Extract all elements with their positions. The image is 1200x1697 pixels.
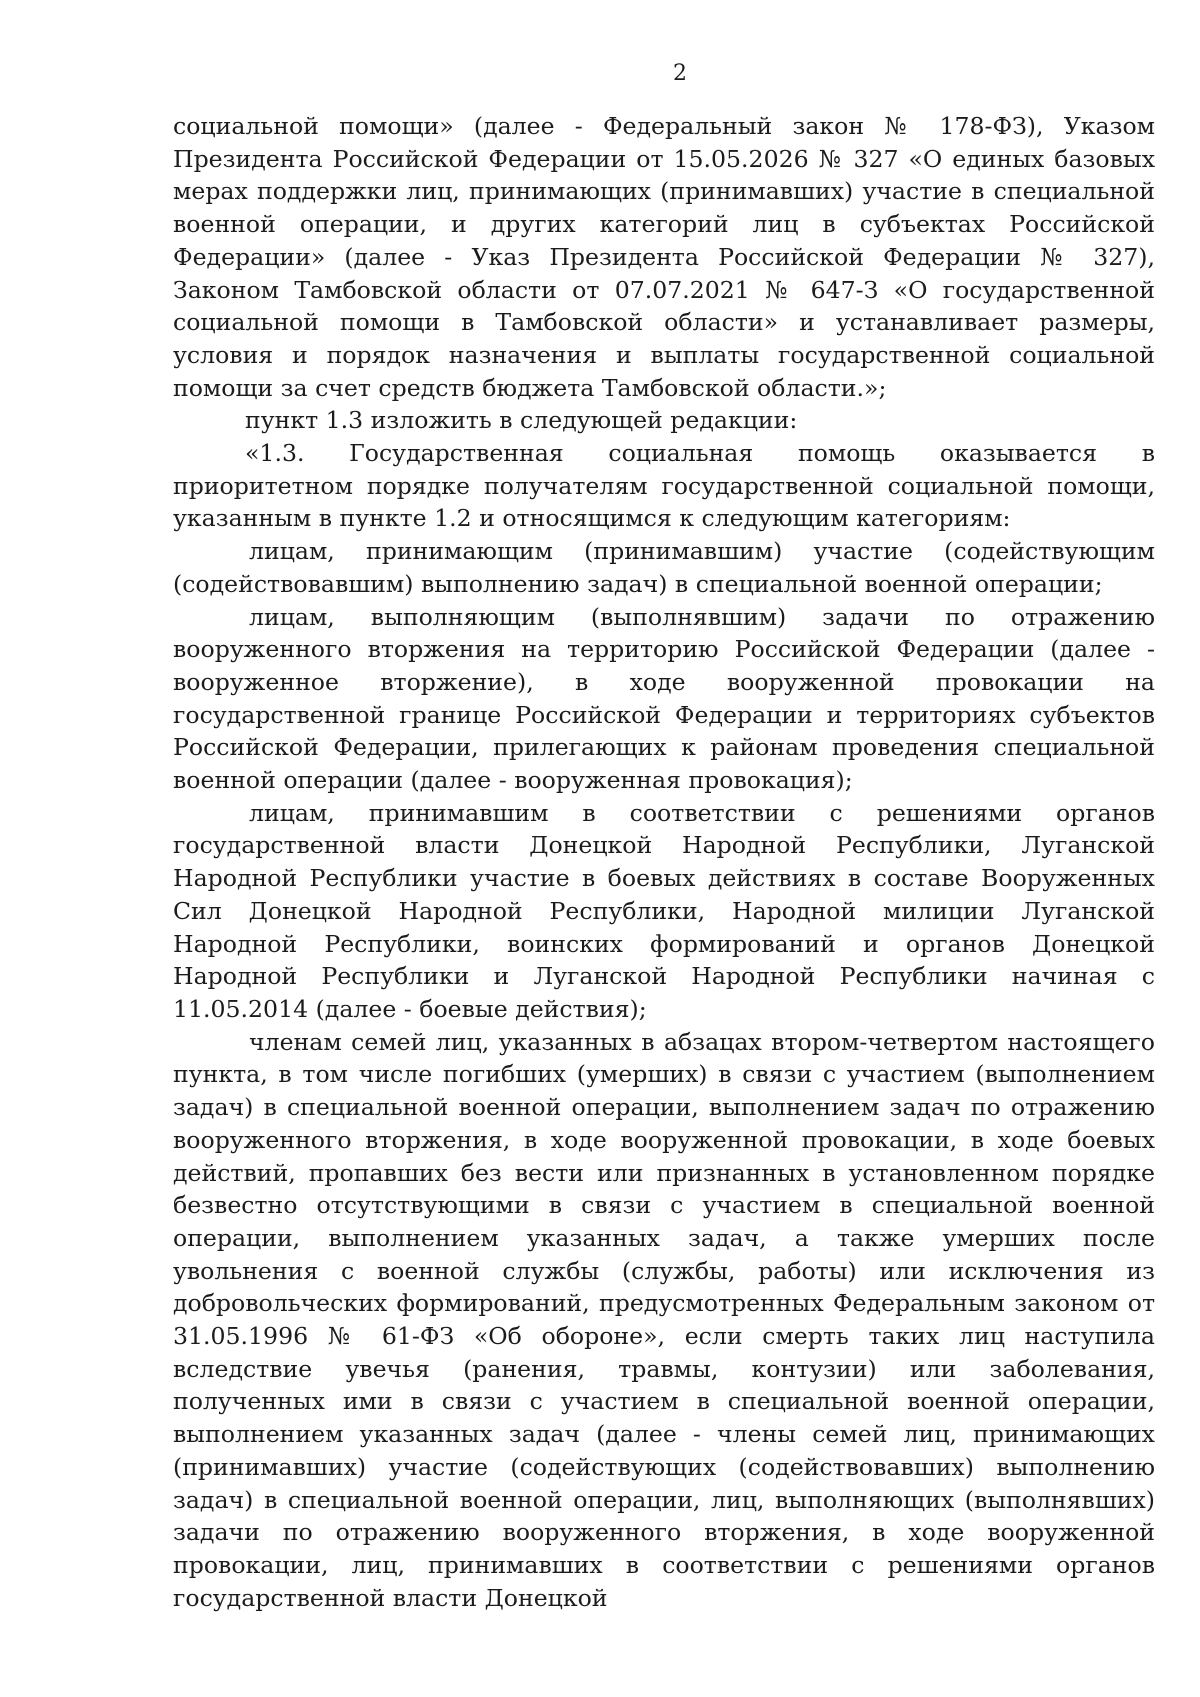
paragraph-category-invasion-defenders: лицам, выполняющим (выполнявшим) задачи по отражению вооруженного вторжения на территорию Российской Федерации (далее - вооруженное вторжение), в ходе вооруженной провокации на государственной границе Российской Федерации и территориях субъектов Российской Федерации, прилегающих к районам проведения специальной военной операции (далее - вооруженная провокация); [173,602,1155,795]
paragraph-category-family-members: членам семей лиц, указанных в абзацах втором-четвертом настоящего пункта, в том числе погибших (умерших) в связи с участием (выполнением задач) в специальной военной операции, выполнением задач по отражению вооруженного вторжения, в ходе вооруженной провокации, в ходе боевых действий, пропавших без вести или признанных в установленном порядке безвестно отсутствующими в связи с участием в специальной военной операции, выполнением указанных задач, а также умерших после увольнения с военной службы (службы, работы) или исключения из добровольческих формирований, предусмотренных Федеральным законом от 31.05.1996 № 61-ФЗ «Об обороне», если смерть таких лиц наступила вследствие увечья (ранения, травмы, контузии) или заболевания, полученных ими в связи с участием в специальной военной операции, выполнением указанных задач (далее - члены семей лиц, принимающих (принимавших) участие (содействующих (содействовавших) выполнению задач) в специальной военной операции, лиц, выполняющих (выполнявших) задачи по отражению вооруженного вторжения, в ходе вооруженной провокации, лиц, принимавших в соответствии с решениями органов государственной власти Донецкой [173,1027,1155,1612]
page-number [0,60,1200,88]
document-body [173,110,1155,1614]
paragraph-clause-1-3: «1.3. Государственная социальная помощь оказывается в приоритетном порядке получателям государственной социальной помощи, указанным в пункте 1.2 и относящимся к следующим категориям: [173,439,1155,533]
page-number-text: 2 [673,61,687,86]
paragraph-amendment-instruction: пункт 1.3 изложить в следующей редакции: [245,406,798,435]
paragraph-continuation: социальной помощи» (далее - Федеральный закон № 178-ФЗ), Указом Президента Российской Федерации от 15.05.2026 № 327 «О единых базовых мерах поддержки лиц, принимающих (принимавших) участие в специальной военной операции, и других категорий лиц в субъектах Российской Федерации» (далее - Указ Президента Российской Федерации № 327), Законом Тамбовской области от 07.07.2021 № 647-З «О государственной социальной помощи в Тамбовской области» и устанавливает размеры, условия и порядок назначения и выплаты государственной социальной помощи за счет средств бюджета Тамбовской области.»; [173,112,1155,402]
paragraph-category-svo-participants: лицам, принимающим (принимавшим) участие (содействующим (содействовавшим) выполнению задач) в специальной военной операции; [173,537,1155,598]
paragraph-category-dnr-lnr-combatants: лицам, принимавшим в соответствии с решениями органов государственной власти Донецкой Народной Республики, Луганской Народной Республики участие в боевых действиях в составе Вооруженных Сил Донецкой Народной Республики, Народной милиции Луганской Народной Республики, воинских формирований и органов Донецкой Народной Республики и Луганской Народной Республики начиная с 11.05.2014 (далее - боевые действия); [173,798,1155,1023]
